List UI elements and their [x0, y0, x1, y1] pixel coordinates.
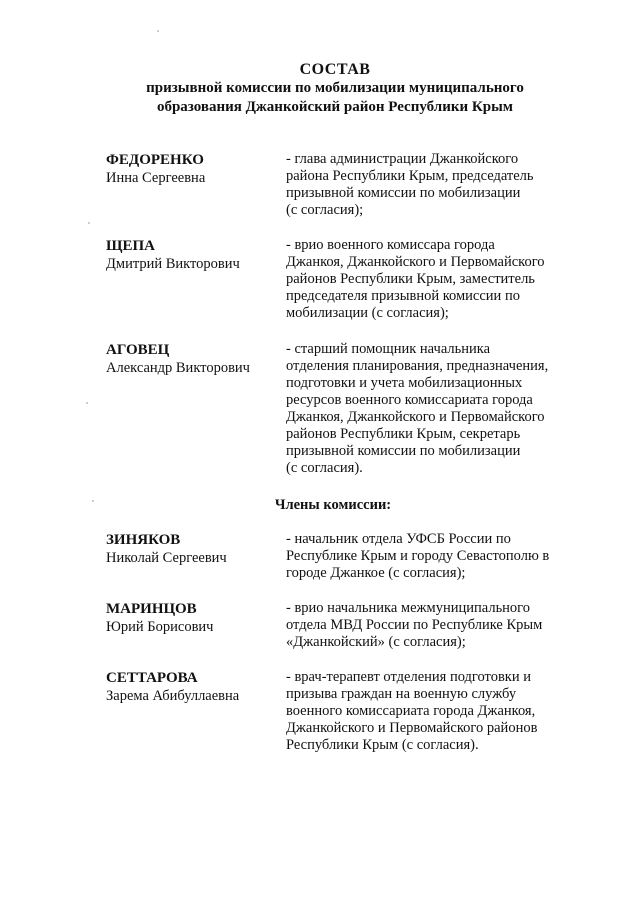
role-line: отдела МВД России по Республике Крым — [286, 617, 543, 633]
person-role — [286, 669, 571, 754]
person-given-name: Дмитрий Викторович — [106, 256, 240, 272]
person-given-name: Николай Сергеевич — [106, 550, 227, 566]
title-main: СОСТАВ — [299, 61, 371, 78]
role-line: городе Джанкое (с согласия); — [286, 565, 466, 581]
person-surname: ЩЕПА — [106, 238, 155, 254]
role-line: района Республики Крым, председатель — [286, 168, 534, 184]
scan-speck — [86, 402, 88, 404]
scan-speck — [157, 30, 159, 32]
person-surname: АГОВЕЦ — [106, 342, 170, 358]
role-line: военного комиссариата города Джанкоя, — [286, 703, 536, 719]
role-line: Джанкоя, Джанкойского и Первомайского — [286, 409, 545, 425]
person-surname: ЗИНЯКОВ — [106, 532, 181, 548]
role-line: районов Республики Крым, секретарь — [286, 426, 521, 442]
role-line: (с согласия); — [286, 202, 364, 218]
role-line: призыва граждан на военную службу — [286, 686, 517, 702]
members-heading: Члены комиссии: — [274, 497, 392, 513]
person-name — [106, 600, 281, 636]
person-role — [286, 237, 571, 322]
role-line: - врио военного комиссара города — [286, 237, 495, 253]
person-name — [106, 341, 281, 377]
role-line: - врио начальника межмуниципального — [286, 600, 531, 616]
title-line-2: образования Джанкойский район Республики Крым — [156, 99, 514, 115]
role-line: председателя призывной комиссии по — [286, 288, 520, 304]
role-line: - старший помощник начальника — [286, 341, 491, 357]
title-line-1: призывной комиссии по мобилизации муниципального — [146, 80, 524, 96]
document-title — [0, 60, 640, 117]
role-line: районов Республики Крым, заместитель — [286, 271, 535, 287]
role-line: Джанкоя, Джанкойского и Первомайского — [286, 254, 545, 270]
person-role — [286, 600, 571, 651]
role-line: (с согласия). — [286, 460, 363, 476]
scan-speck — [88, 222, 90, 224]
role-line: отделения планирования, предназначения, — [286, 358, 549, 374]
person-surname: СЕТТАРОВА — [106, 670, 198, 686]
person-given-name: Инна Сергеевна — [106, 170, 206, 186]
person-given-name: Александр Викторович — [106, 360, 250, 376]
person-name — [106, 531, 281, 567]
person-name — [106, 237, 281, 273]
role-line: Республике Крым и городу Севастополю в — [286, 548, 550, 564]
role-line: «Джанкойский» (с согласия); — [286, 634, 466, 650]
person-name — [106, 669, 281, 705]
person-name — [106, 151, 281, 187]
person-surname: МАРИНЦОВ — [106, 601, 197, 617]
person-role — [286, 151, 571, 219]
role-line: мобилизации (с согласия); — [286, 305, 449, 321]
person-surname: ФЕДОРЕНКО — [106, 152, 204, 168]
role-line: - глава администрации Джанкойского — [286, 151, 519, 167]
role-line: - врач-терапевт отделения подготовки и — [286, 669, 531, 685]
role-line: Республики Крым (с согласия). — [286, 737, 479, 753]
person-given-name: Зарема Абибуллаевна — [106, 688, 240, 704]
role-line: призывной комиссии по мобилизации — [286, 443, 521, 459]
role-line: подготовки и учета мобилизационных — [286, 375, 523, 391]
person-given-name: Юрий Борисович — [106, 619, 214, 635]
role-line: призывной комиссии по мобилизации — [286, 185, 521, 201]
role-line: - начальник отдела УФСБ России по — [286, 531, 511, 547]
role-line: ресурсов военного комиссариата города — [286, 392, 533, 408]
role-line: Джанкойского и Первомайского районов — [286, 720, 538, 736]
person-role — [286, 531, 571, 582]
person-role — [286, 341, 571, 477]
